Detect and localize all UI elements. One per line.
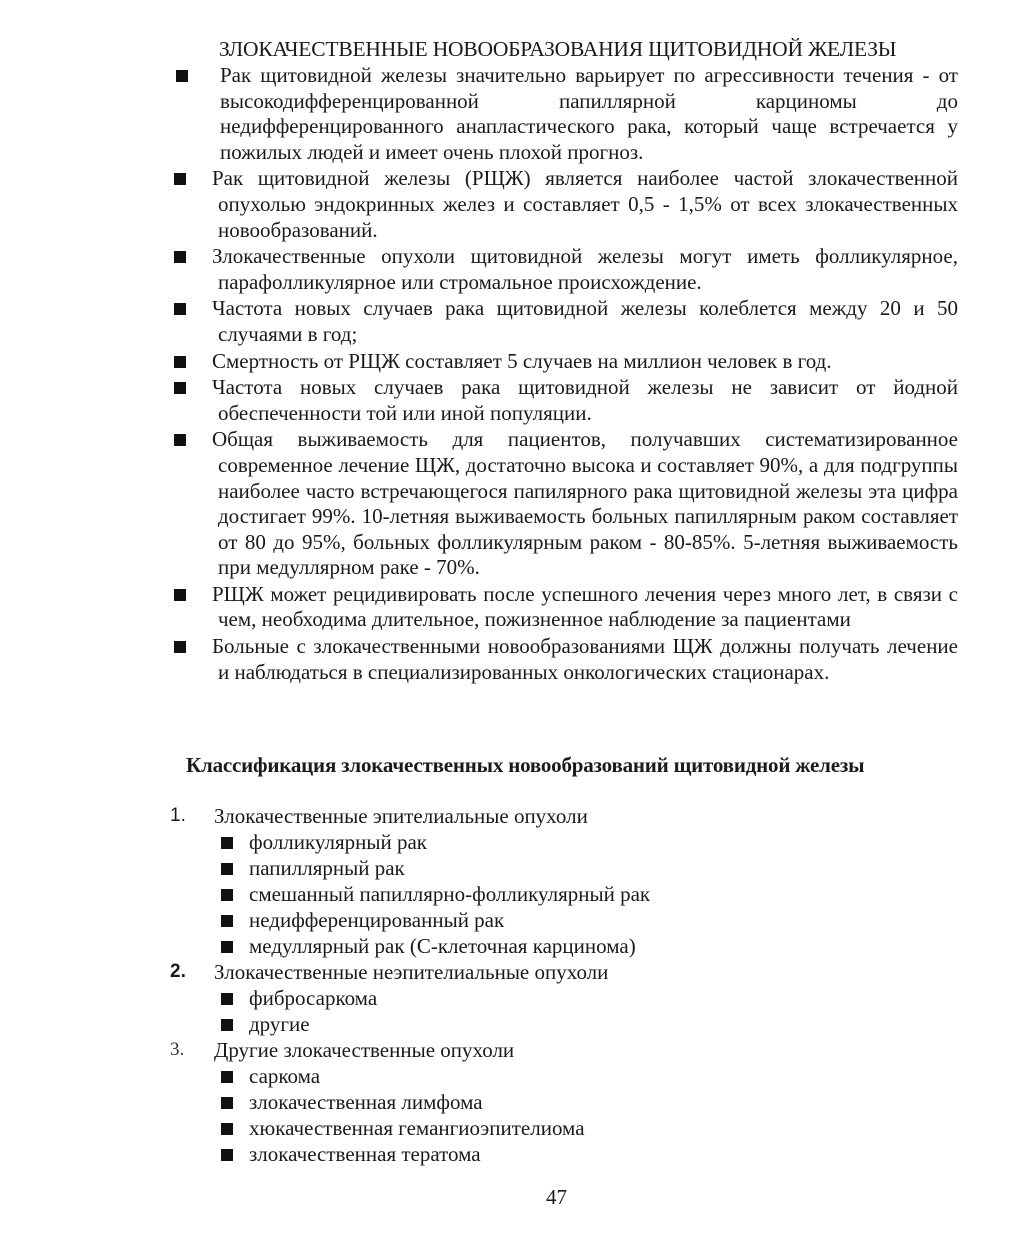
list-item: [0, 1089, 1023, 1115]
bullet-item: [0, 296, 1023, 347]
group-label: Другие злокачественные опухоли: [214, 1038, 515, 1062]
classification-group: [0, 803, 1023, 829]
bullet-square-icon: [221, 993, 233, 1005]
bullet-square-icon: [221, 837, 233, 849]
bullet-square-icon: [174, 356, 186, 368]
bullet-text: Злокачественные опухоли щитовидной железы могут иметь фолликулярное, парафолликулярное или стромальное происхождение.: [212, 244, 958, 294]
bullet-square-icon: [174, 251, 186, 263]
page-number: 47: [546, 1185, 567, 1209]
bullet-square-icon: [221, 915, 233, 927]
bullet-item: [0, 63, 1023, 165]
bullet-square-icon: [174, 173, 186, 185]
list-item-label: злокачественная тератома: [249, 1142, 481, 1166]
list-item: [0, 985, 1023, 1011]
list-item: [0, 1063, 1023, 1089]
list-item: [0, 933, 1023, 959]
classification-group: [0, 1037, 1023, 1063]
bullet-item: [0, 375, 1023, 426]
bullet-square-icon: [174, 303, 186, 315]
list-item-label: медуллярный рак (С-клеточная карцинома): [249, 934, 636, 958]
list-item-label: саркома: [249, 1064, 321, 1088]
list-item: [0, 881, 1023, 907]
list-item: [0, 829, 1023, 855]
bullet-square-icon: [221, 1149, 233, 1161]
group-number: 3.: [170, 1039, 185, 1060]
bullet-text: Рак щитовидной железы значительно варьирует по агрессивности течения - от высокодифференцированной папиллярной карциномы до недифференцированного анапластического рака, который чаще встречается у пожилых людей и имеет очень плохой прогноз.: [220, 63, 958, 164]
bullet-text: Больные с злокачественными новообразованиями ЩЖ должны получать лечение и наблюдаться в специализированных онкологических стационарах.: [212, 634, 958, 684]
list-item: [0, 907, 1023, 933]
classification-list: [0, 803, 1023, 1167]
list-item-label: злокачественная лимфома: [249, 1090, 483, 1114]
bullet-item: [0, 427, 1023, 581]
bullet-square-icon: [221, 1071, 233, 1083]
bullet-text: РЩЖ может рецидивировать после успешного лечения через много лет, в связи с чем, необходима длительное, пожизненное наблюдение за пациентами: [212, 581, 958, 632]
bullet-text: Частота новых случаев рака щитовидной железы колеблется между 20 и 50 случаями в год;: [212, 296, 958, 346]
bullet-item: [0, 244, 1023, 295]
bullet-square-icon: [174, 434, 186, 446]
group-number: 2.: [170, 961, 186, 982]
bullet-item: [0, 166, 1023, 243]
page-title: ЗЛОКАЧЕСТВЕННЫЕ НОВООБРАЗОВАНИЯ ЩИТОВИДНОЙ ЖЕЛЕЗЫ: [219, 37, 897, 61]
bullet-text: Смертность от РЩЖ составляет 5 случаев на миллион человек в год.: [212, 348, 832, 373]
bullet-square-icon: [174, 382, 186, 394]
list-item: [0, 1011, 1023, 1037]
bullet-square-icon: [221, 1097, 233, 1109]
group-label: Злокачественные неэпителиальные опухоли: [214, 960, 609, 984]
bullet-item: [0, 582, 1023, 633]
group-label: Злокачественные эпителиальные опухоли: [214, 804, 588, 828]
bullet-square-icon: [174, 589, 186, 601]
bullet-text: Рак щитовидной железы (РЩЖ) является наиболее частой злокачественной опухолью эндокринных желез и составляет 0,5 - 1,5% от всех злокачественных новообразований.: [212, 166, 958, 242]
section-heading: Классификация злокачественных новообразований щитовидной железы: [186, 753, 865, 777]
bullet-item: [0, 634, 1023, 685]
bullet-square-icon: [221, 1019, 233, 1031]
bullet-square-icon: [176, 70, 188, 82]
group-number: 1.: [170, 805, 186, 826]
bullet-text: Общая выживаемость для пациентов, получавших систематизированное современное лечение ЩЖ, достаточно высока и составляет 90%, а для подгруппы наиболее часто встречающегося папилярного рака щитовидной железы эта цифра достигает 99%. 10-летняя выживаемость больных папиллярным раком составляет от 80 до 95%, больных фолликулярным раком - 80-85%. 5-летняя выживаемость при медуллярном раке - 70%.: [212, 427, 958, 580]
list-item-label: фибросаркома: [249, 986, 378, 1010]
bullet-square-icon: [221, 889, 233, 901]
list-item-label: папиллярный рак: [249, 856, 405, 880]
list-item-label: хюкачественная гемангиоэпителиома: [249, 1116, 585, 1140]
list-item: [0, 1115, 1023, 1141]
list-item-label: смешанный папиллярно-фолликулярный рак: [249, 882, 651, 906]
list-item-label: другие: [249, 1012, 310, 1036]
bullet-text: Частота новых случаев рака щитовидной железы не зависит от йодной обеспеченности той или иной популяции.: [212, 375, 958, 425]
bullet-square-icon: [221, 1123, 233, 1135]
list-item-label: недифференцированный рак: [249, 908, 505, 932]
list-item-label: фолликулярный рак: [249, 830, 428, 854]
classification-group: [0, 959, 1023, 985]
bullet-list: [0, 63, 1023, 686]
list-item: [0, 855, 1023, 881]
bullet-square-icon: [221, 941, 233, 953]
list-item: [0, 1141, 1023, 1167]
bullet-square-icon: [221, 863, 233, 875]
bullet-square-icon: [174, 641, 186, 653]
bullet-item: [0, 349, 1023, 375]
